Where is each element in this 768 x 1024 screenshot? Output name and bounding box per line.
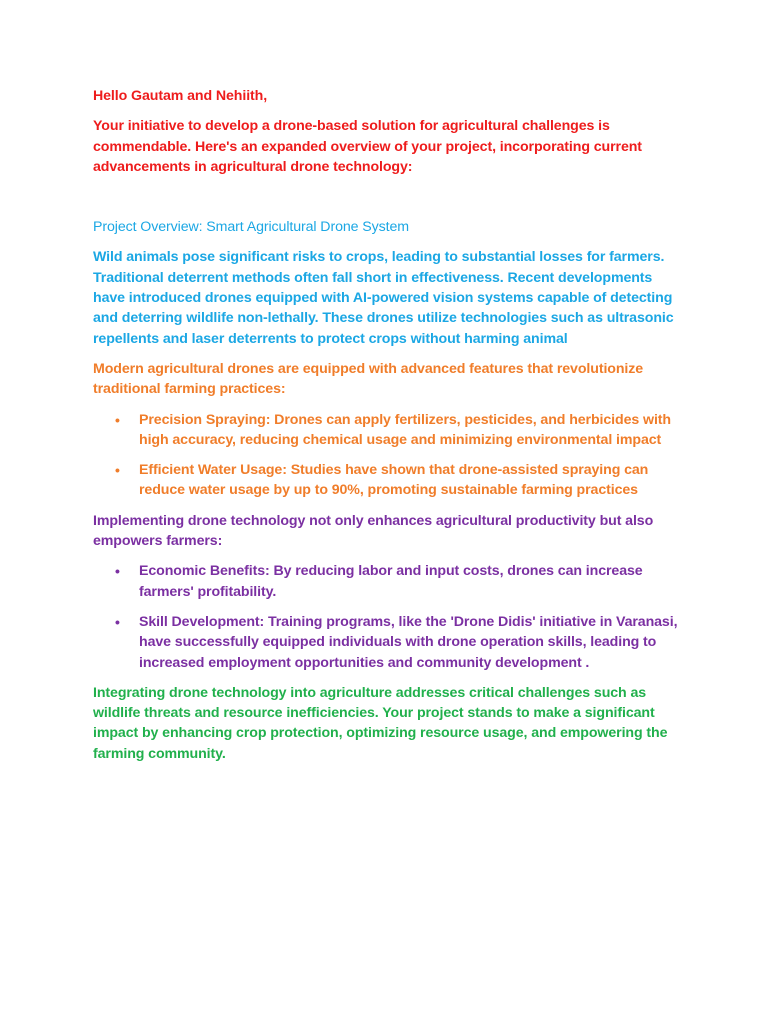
intro-paragraph: Your initiative to develop a drone-based solution for agricultural challenges is commendable. Here's an expanded overview of your project, incorporating current advancements in agricultural drone technology: <box>93 118 642 175</box>
overview-paragraph: Wild animals pose significant risks to crops, leading to substantial losses for farmers. Traditional deterrent methods often fall short in effectiveness. Recent developments have introduced drones equipped with AI-powered vision systems capable of detecting and deterring wildlife non-lethally. These drones utilize technologies such as ultrasonic repellents and laser deterrents to protect crops without harming animal <box>93 249 674 347</box>
features-intro-paragraph: Modern agricultural drones are equipped with advanced features that revolutionize traditional farming practices: <box>93 360 644 398</box>
feature-text: Precision Spraying: Drones can apply fertilizers, pesticides, and herbicides with high accuracy, reducing chemical usage and minimizing environmental impact <box>139 411 671 448</box>
project-heading: Project Overview: Smart Agricultural Drone System <box>93 219 409 236</box>
list-item <box>93 460 683 501</box>
conclusion-paragraph: Integrating drone technology into agriculture addresses critical challenges such as wildlife threats and resource inefficiencies. Your project stands to make a significant impact by enhancing crop protection, optimizing resource usage, and empowering the farming community. <box>93 684 668 762</box>
empower-text: Skill Development: Training programs, like the 'Drone Didis' initiative in Varanasi, have successfully equipped individuals with drone operation skills, leading to increased employment opportunities and community development . <box>139 613 678 671</box>
list-item <box>93 410 683 451</box>
bullet-icon: • <box>115 462 120 479</box>
feature-text: Efficient Water Usage: Studies have shown that drone-assisted spraying can reduce water usage by up to 90%, promoting sustainable farming practices <box>139 462 649 499</box>
empower-text: Economic Benefits: By reducing labor and input costs, drones can increase farmers' profitability. <box>139 563 643 600</box>
document-page <box>93 86 683 764</box>
bullet-icon: • <box>115 411 120 428</box>
features-list <box>93 410 683 501</box>
list-item <box>93 612 683 673</box>
bullet-icon: • <box>115 613 120 630</box>
empower-intro-paragraph: Implementing drone technology not only enhances agricultural productivity but also empowers farmers: <box>93 512 654 550</box>
greeting: Hello Gautam and Nehiith, <box>93 88 268 104</box>
bullet-icon: • <box>115 563 120 580</box>
empower-list <box>93 561 683 672</box>
list-item <box>93 561 683 602</box>
